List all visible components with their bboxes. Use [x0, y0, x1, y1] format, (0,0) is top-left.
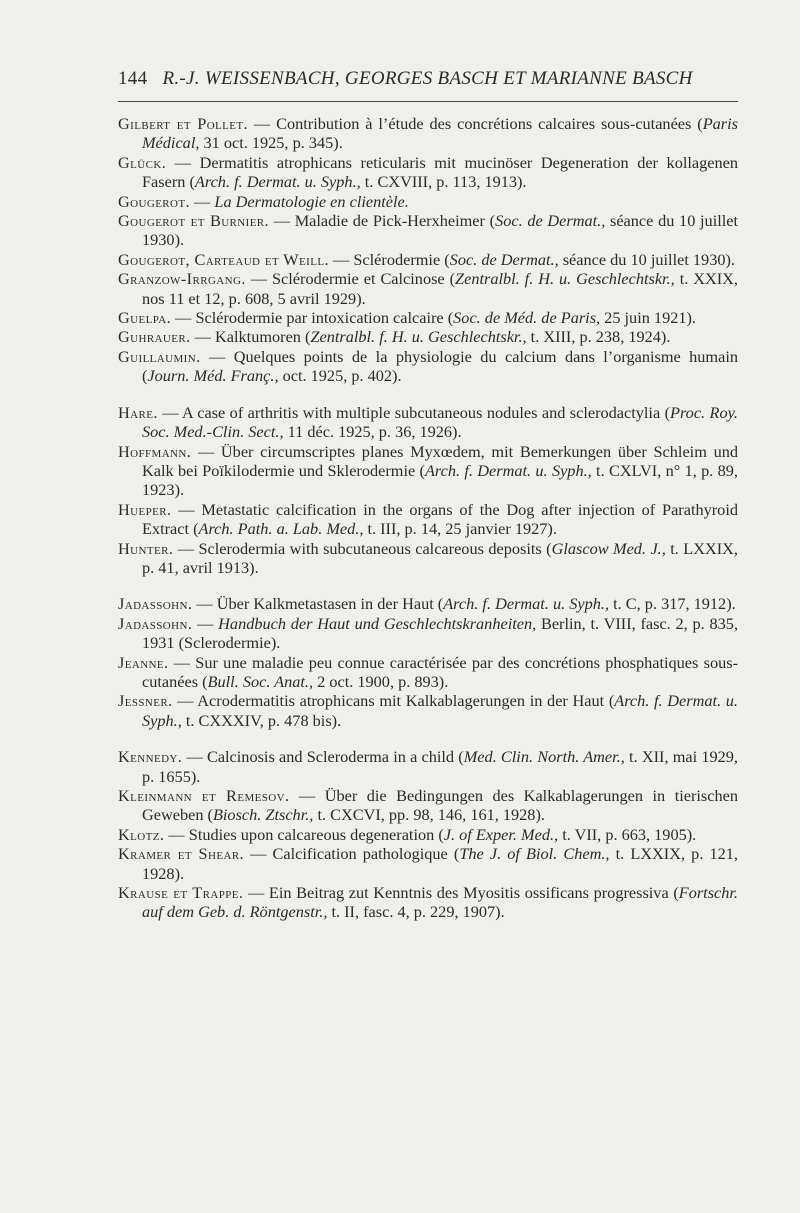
entry-journal: Zentralbl. f. H. u. Geschlechtskr., [310, 327, 527, 347]
entry-journal: Soc. de Dermat., [449, 249, 559, 269]
entry-text: — Über die Bedingungen des Kalkablagerungen in tierischen Geweben ( [142, 786, 738, 825]
bibliography-group [118, 403, 738, 578]
entry-text: — Contribution à l’étude des concrétions calcaires sous-cutanées ( [248, 114, 703, 133]
entry-author: Jeanne. [118, 652, 169, 672]
running-title: R.-J. WEISSENBACH, GEORGES BASCH ET MARIANNE BASCH [162, 68, 693, 89]
entry-journal: The J. of Biol. Chem., [459, 844, 610, 864]
entry-journal: J. of Exper. Med., [443, 824, 559, 844]
bibliography-entry [118, 539, 738, 578]
entry-author: Krause et Trappe. [118, 883, 244, 903]
entry-text: — Calcification pathologique ( [244, 844, 460, 864]
bibliography-entry [118, 786, 738, 825]
bibliography-entry [118, 825, 738, 844]
entry-text: — Quelques points de la physiologie du calcium dans l’organisme humain ( [142, 346, 738, 386]
entry-journal: Bull. Soc. Anat., [207, 671, 314, 691]
bibliography-entry [118, 192, 738, 211]
bibliography-entry [118, 442, 738, 500]
entry-journal: Journ. Méd. Franç., [147, 366, 279, 386]
entry-author: Granzow-Irrgang. [118, 269, 246, 289]
entry-author: Hoffmann. [118, 441, 192, 461]
entry-author: Hunter. [118, 538, 174, 558]
bibliography-entry [118, 347, 738, 386]
entry-text: — Sur une maladie peu connue caractérisée par des concrétions phosphatiques sous-cutanées ( [142, 652, 738, 691]
entry-author: Guhrauer. [118, 327, 191, 347]
entry-journal: Proc. Roy. Soc. Med.-Clin. Sect., [142, 402, 738, 442]
entry-details: 31 oct. 1925, p. 345). [199, 133, 343, 153]
entry-journal: Glascow Med. J., [551, 538, 666, 558]
entry-details: t. CXCVI, pp. 98, 146, 161, 1928). [313, 805, 545, 825]
entry-text: — Über Kalkmetastasen in der Haut ( [192, 594, 444, 614]
bibliography-entry [118, 403, 738, 442]
entry-details: t. XXIX, nos 11 et 12, p. 608, 5 avril 1929). [142, 269, 739, 308]
entry-author: Gougerot et Burnier. [118, 211, 270, 231]
entry-journal: Soc. de Méd. de Paris, [453, 308, 601, 328]
entry-journal: Arch. f. Dermat. u. Syph., [424, 460, 592, 480]
entry-journal: Zentralbl. f. H. u. Geschlechtskr., [455, 269, 675, 289]
entry-journal: Arch. f. Dermat. u. Syph., [142, 691, 738, 730]
entry-text: — Calcinosis and Scleroderma in a child ( [182, 747, 464, 767]
entry-author: Hare. [118, 402, 158, 422]
bibliography-entry [118, 211, 738, 250]
entry-text: — Dermatitis atrophicans reticularis mit mucinöser Degeneration der kollagenen Fasern ( [142, 152, 738, 192]
entry-author: Guelpa. [118, 308, 172, 328]
entry-details: t. CXLVI, n° 1, p. 89, 1923). [142, 460, 738, 500]
bibliography-entry [118, 250, 738, 269]
entry-text: — Sclérodermie ( [328, 249, 450, 269]
entry-text: — Acrodermatitis atrophicans mit Kalkablagerungen in der Haut ( [172, 691, 615, 711]
bibliography-entry [118, 691, 738, 730]
entry-text: — Maladie de Pick-Herxheimer ( [269, 211, 496, 231]
entry-details: séance du 10 juillet 1930). [142, 211, 739, 250]
entry-details: 25 juin 1921). [600, 308, 696, 328]
entry-author: Hueper. [118, 499, 172, 519]
entry-details: t. C, p. 317, 1912). [609, 594, 736, 614]
entry-text: — Kalktumoren ( [190, 327, 311, 347]
entry-details: t. XIII, p. 238, 1924). [526, 327, 671, 347]
header-rule [118, 101, 738, 102]
entry-details: t. III, p. 14, 25 janvier 1927). [363, 519, 557, 539]
entry-author: Klotz. [118, 824, 165, 844]
bibliography-group [118, 747, 738, 922]
bibliography-entry [118, 500, 738, 539]
entry-author: Gougerot, Carteaud et Weill. [118, 249, 329, 269]
bibliography-entry [118, 114, 738, 153]
entry-details: t. LXXIX, p. 41, avril 1913). [142, 538, 739, 577]
bibliography [118, 114, 738, 939]
entry-details: t. CXVIII, p. 113, 1913). [360, 172, 527, 192]
entry-author: Kleinmann et Remesov. [118, 786, 290, 805]
entry-text: — Ein Beitrag zut Kenntnis des Myositis ossificans progressiva ( [243, 883, 679, 903]
bibliography-entry [118, 883, 738, 922]
entry-author: Jessner. [118, 691, 173, 711]
page-number: 144 [118, 68, 148, 89]
bibliography-entry [118, 153, 738, 192]
bibliography-entry [118, 844, 738, 883]
entry-journal: Biosch. Ztschr., [212, 805, 314, 825]
entry-journal: Med. Clin. North. Amer., [463, 747, 625, 767]
entry-journal: Arch. f. Dermat. u. Syph., [194, 172, 361, 192]
bibliography-group [118, 114, 738, 386]
entry-text: — Über circumscriptes planes Myxœdem, mit Bemerkungen über Schleim und Kalk bei Poïkilodermie und Sklerodermie ( [142, 441, 738, 480]
entry-details: 2 oct. 1900, p. 893). [313, 671, 449, 691]
entry-author: Kennedy. [118, 747, 183, 767]
bibliography-entry [118, 614, 738, 653]
entry-author: Guillaumin. [118, 346, 201, 366]
entry-author: Jadassohn. [118, 594, 193, 614]
entry-author: Jadassohn. [118, 613, 193, 633]
bibliography-entry [118, 269, 738, 308]
entry-journal: Paris Médical, [142, 114, 738, 153]
entry-details: t. VII, p. 663, 1905). [558, 824, 697, 844]
entry-details: t. CXXXIV, p. 478 bis). [181, 710, 342, 730]
entry-text: — A case of arthritis with multiple subcutaneous nodules and sclerodactylia ( [157, 402, 670, 422]
entry-details: Berlin, t. VIII, fasc. 2, p. 835, 1931 (Sclerodermie). [142, 613, 739, 653]
entry-text: — Sclérodermie et Calcinose ( [245, 269, 456, 289]
bibliography-entry [118, 747, 738, 786]
entry-journal: Handbuch der Haut und Geschlechtskranheiten, [218, 613, 537, 633]
bibliography-entry [118, 594, 738, 613]
entry-journal: La Dermatologie en clientèle. [214, 191, 409, 211]
bibliography-group [118, 594, 738, 730]
bibliography-entry [118, 327, 738, 346]
entry-details: séance du 10 juillet 1930). [558, 249, 735, 269]
entry-details: t. LXXIX, p. 121, 1928). [142, 844, 739, 883]
entry-text: — Metastatic calcification in the organs of the Dog after injection of Parathyroid Extract ( [142, 499, 738, 539]
entry-text: — Sclerodermia with subcutaneous calcareous deposits ( [173, 538, 552, 558]
entry-text: — Studies upon calcareous degeneration ( [164, 824, 444, 844]
entry-journal: Arch. Path. a. Lab. Med., [198, 519, 364, 539]
entry-journal: Fortschr. auf dem Geb. d. Röntgenstr., [142, 883, 738, 922]
entry-author: Glück. [118, 152, 167, 172]
running-header [118, 68, 738, 90]
entry-journal: Soc. de Dermat., [495, 211, 606, 231]
entry-journal: Arch. f. Dermat. u. Syph., [443, 594, 610, 614]
entry-details: t. II, fasc. 4, p. 229, 1907). [327, 902, 505, 922]
entry-details: t. XII, mai 1929, p. 1655). [142, 747, 738, 786]
entry-details: 11 déc. 1925, p. 36, 1926). [283, 422, 462, 442]
entry-author: Gougerot. [118, 191, 190, 211]
bibliography-entry [118, 653, 738, 692]
entry-details: oct. 1925, p. 402). [278, 366, 402, 386]
entry-text: — [189, 191, 215, 211]
entry-text: — [192, 613, 219, 633]
entry-author: Gilbert et Pollet. [118, 114, 249, 133]
entry-text: — Sclérodermie par intoxication calcaire ( [171, 308, 454, 328]
entry-author: Kramer et Shear. [118, 844, 245, 864]
bibliography-entry [118, 308, 738, 327]
